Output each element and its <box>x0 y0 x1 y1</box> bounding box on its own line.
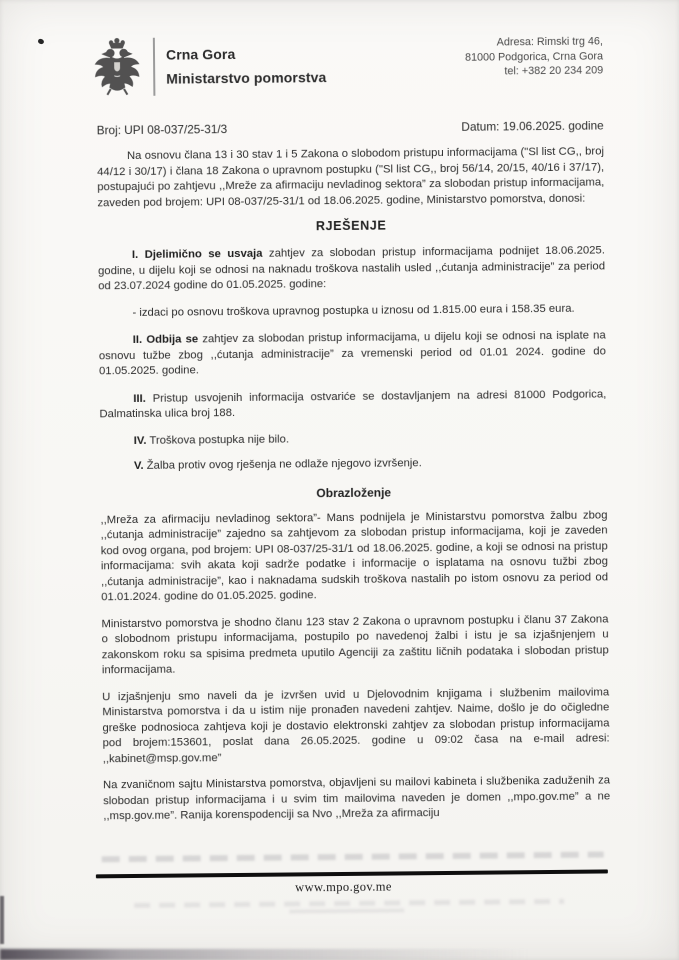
intro-paragraph: Na osnovu člana 13 i 30 stav 1 i 5 Zakona o slobodom pristupu informacijama ("Sl list CG,, broj 44/12 i 30/17) i člana 18 Zakona o upravnom postupku ("Sl list CG,, broj 56/14, 20/15, 40/16 i 37/17), postupajući po zahtjevu ,,Mreže za afirmaciju nevladinog sektora” za slobodan pristup informacijama, zaveden pod brojem: UPI 08-037/25-31/1 od 18.06.2025. godine, Ministarstvo pomorstva, donosi: <box>97 145 605 209</box>
meta-row <box>97 118 604 137</box>
decision-item-3-text: zahtjev za slobodan pristup informacijama, u dijelu koji se odnosi na isplate na osnovu tužbe zbog ,,ćutanja administracije” za vremenski period od 01.01 2024. godine do 01.05.2025. godine. <box>98 329 606 378</box>
decision-item-2 <box>98 301 605 321</box>
address-street: Adresa: Rimski trg 46, <box>496 35 603 49</box>
org-country: Crna Gora <box>165 45 236 63</box>
reasoning-title: Obrazloženje <box>316 485 392 500</box>
ghost-text-artifact-2 <box>134 899 564 908</box>
decision-item-5 <box>100 429 607 449</box>
decision-item-4 <box>99 387 606 423</box>
ministry-brand <box>92 34 327 99</box>
decision-item-6 <box>100 454 607 474</box>
document-number: Broj: UPI 08-037/25-31/3 <box>96 122 228 138</box>
org-ministry: Ministarstvo pomorstva <box>166 69 327 87</box>
ghost-text-artifact <box>102 851 604 862</box>
footer-rule <box>96 869 608 878</box>
decision-item-1-lead: I. Djelimično se usvaja <box>131 247 263 261</box>
page-edge-artifact <box>0 896 4 944</box>
reasoning-paragraph-3: U izjašnjenju smo naveli da je izvršen uvid u Djelovodnim knjigama i službenim mailovima Ministarstva pomorstva i da u istim nije pronađen navedeni zahtjev. Naime, došlo je do očigledne greške podnosioca zahtjeva koji je dostavio elektronski zahtjev za slobodan pristup informacijama pod brojem:153601, poslat dana 26.05.2025. godine u 09:02 časa na e-mail adresi: ,,kabinet@msp.gov.me” <box>102 685 610 765</box>
brand-divider <box>153 38 156 96</box>
reasoning-paragraph-1: ,,Mreža za afirmaciju nevladinog sektora”- Mans podnijela je Ministarstvu pomorstva žalbu zbog ,,ćutanja administracije” zajedno sa zahtjevom za slobodan pristup informacijama, koji je zaveden kod ovog organa, pod brojem: UPI 08-037/25-31/1 od 18.06.2025. godine, a koji se odnosi na pristup informacijama: svih akata koji sadrže podatke i informacije o isplatama na osnovu tužbi zbog ,,ćutanja administracije”, kao i naknadama sudskih troškova nastalih po istom osnovu za period od 01.01.2024. godine do 01.05.2025. godine. <box>100 508 609 604</box>
document-date: Datum: 19.06.2025. godine <box>461 118 604 134</box>
address-block <box>465 31 603 79</box>
decision-item-4-text: Pristup usvojenih informacija ostvariće se dostavljanjem na adresi 81000 Podgorica, Dalmatinska ulica broj 188. <box>99 387 607 421</box>
decision-item-1 <box>98 243 605 294</box>
decision-item-6-text: Žalba protiv ovog rješenja ne odlaže njegovo izvršenje. <box>143 457 422 472</box>
reasoning-paragraph-4: Na zvaničnom sajtu Ministarstva pomorstva, objavljeni su mailovi kabineta i službenika zaduženih za slobodan pristup informacijama i u svim tim mailovima naveden je domen ,,mpo.gov.me” a ne ,,msp.gov.me”. Ranija korenspodenciji sa Nvo ,,Mreža za afirmaciju <box>102 774 611 823</box>
decision-item-2-text: - izdaci po osnovu troškova upravnog postupka u iznosu od 1.815.00 eura i 158.35 eura. <box>132 302 575 319</box>
montenegro-coat-of-arms-icon <box>92 37 143 99</box>
decision-item-6-lead: V. <box>133 459 144 472</box>
footer-url: www.mpo.gov.me <box>295 879 392 895</box>
decision-title: RJEŠENJE <box>315 218 387 234</box>
decision-item-3-lead: II. Odbija se <box>132 333 199 346</box>
address-phone: tel: +382 20 234 209 <box>504 64 604 78</box>
address-city: 81000 Podgorica, Crna Gora <box>464 49 604 64</box>
reasoning-paragraph-2: Ministarstvo pomorstva je shodno članu 123 stav 2 Zakona o upravnom postupku i članu 37 Zakona o slobodnom pristupu informacijama, postupilo po navedenoj žalbi i istu je sa izjašnjenjem u zakonskom roku sa spisima predmeta uputilo Agenciji za zaštitu ličnih podataka i slobodan pristup informacijama. <box>101 612 609 677</box>
decision-item-1-text: zahtjev za slobodan pristup informacijama podnijet 18.06.2025. godine, u dijelu koji se odnosi na naknadu troškova nastalih usled ,,ćutanja administracije” za period od 23.07.2024 godine do 01.05.2025. godine: <box>98 244 606 293</box>
decision-item-4-lead: III. <box>133 392 146 405</box>
org-name-block <box>166 34 327 91</box>
document-header <box>96 31 604 99</box>
decision-item-5-text: Troškova postupka nije bilo. <box>146 432 290 447</box>
bottom-smudge-artifact <box>0 949 679 960</box>
ghost-text-artifact-3 <box>289 908 404 913</box>
decision-item-5-lead: IV. <box>133 434 147 447</box>
decision-item-3 <box>99 328 606 379</box>
